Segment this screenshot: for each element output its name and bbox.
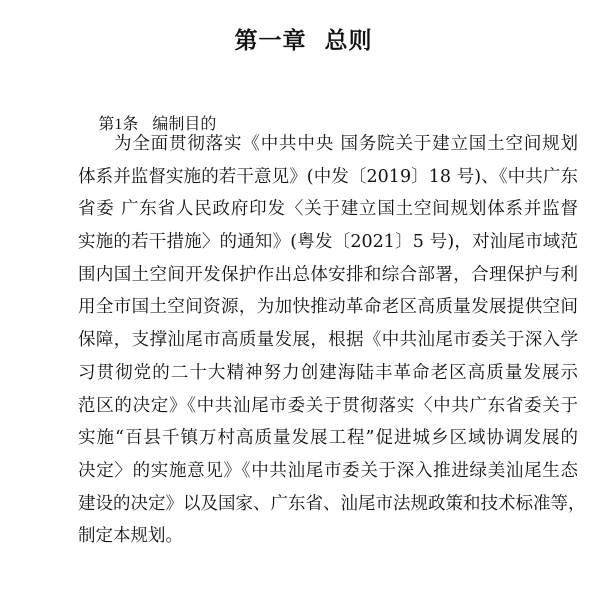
article-title: 编制目的 bbox=[152, 114, 217, 133]
article-paragraph bbox=[78, 128, 586, 553]
paragraph-line: 习贯彻党的二十大精神努力创建海陆丰革命老区高质量发展示 bbox=[78, 362, 578, 383]
paragraph-line: 范区的决定》《中共汕尾市委关于贯彻落实〈中共广东省委关于 bbox=[78, 395, 578, 416]
paragraph-line: 制定本规划。 bbox=[78, 526, 183, 547]
paragraph-line: 用全市国土空间资源，为加快推动革命老区高质量发展提供空间 bbox=[78, 297, 578, 318]
paragraph-line: 决定〉的实施意见》《中共汕尾市委关于深入推进绿美汕尾生态 bbox=[78, 460, 578, 481]
paragraph-line: 实施的若干措施〉的通知》(粤发〔2021〕5 号)，对汕尾市域范 bbox=[78, 232, 578, 253]
paragraph-line: 为全面贯彻落实《中共中央 国务院关于建立国土空间规划 bbox=[114, 134, 578, 154]
paragraph-line: 建设的决定》以及国家、广东省、汕尾市法规政策和技术标准等， bbox=[78, 493, 586, 514]
chapter-title: 第一章 总则 bbox=[234, 28, 373, 54]
paragraph-line: 实施“百县千镇万村高质量发展工程”促进城乡区域协调发展的 bbox=[78, 428, 578, 449]
paragraph-line: 省委 广东省人民政府印发〈关于建立国土空间规划体系并监督 bbox=[78, 199, 578, 220]
paragraph-line: 围内国土空间开发保护作出总体安排和综合部署，合理保护与利 bbox=[78, 264, 578, 285]
article-number: 第1条 bbox=[98, 116, 139, 133]
paragraph-line: 体系并监督实施的若干意见》(中发〔2019〕18 号)、《中共广东 bbox=[78, 166, 578, 187]
paragraph-line: 保障，支撑汕尾市高质量发展，根据《中共汕尾市委关于深入学 bbox=[78, 330, 578, 351]
